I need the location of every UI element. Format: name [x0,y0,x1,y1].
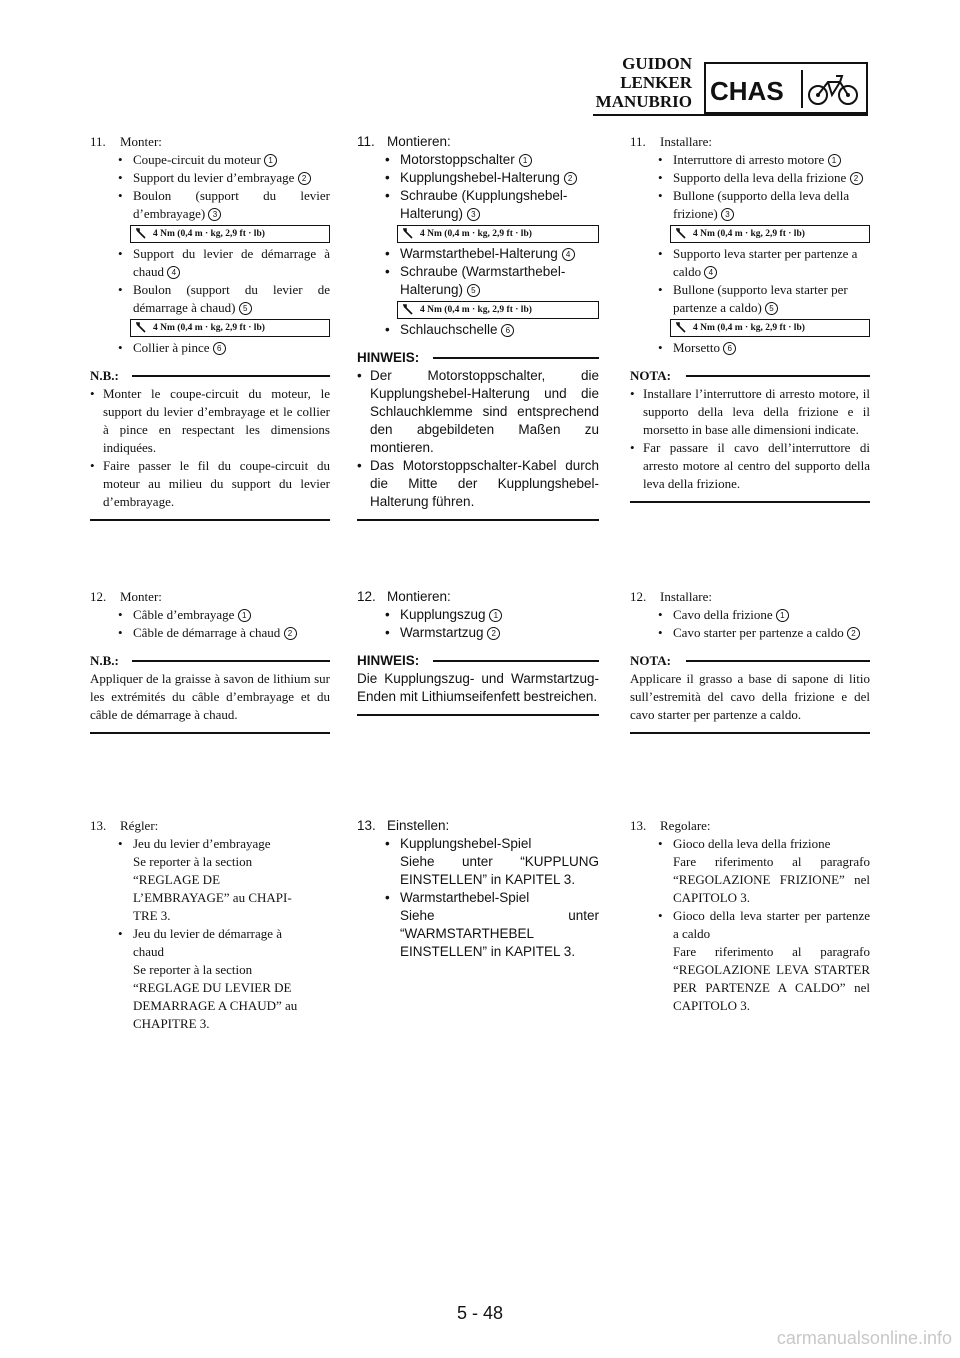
list-item: • Supporto della leva della frizione 2 [630,169,870,187]
list-item: • Supporto leva starter per partenze a caldo 4 [630,245,870,281]
list-item: • Cavo della frizione 1 [630,606,870,624]
list-item: • Schlauchschelle 6 [357,321,599,339]
note-header: HINWEIS: [357,652,599,670]
wrench-icon [402,304,414,316]
de-step-13: 13. Einstellen: • Kupplungshebel-Spiel Siehe unter “KUPPLUNG EINSTELLEN” in KAPITEL 3. • Warmstarthebel-Spiel Siehe unter “WARMSTARTHEBEL EINSTELLEN” in KAPITEL 3. [357,817,599,961]
list-item: • Gioco della leva starter per partenze a caldo [630,907,870,943]
header-rule [593,114,868,116]
wrench-icon [135,228,147,240]
torque-spec: 4 Nm (0,4 m · kg, 2,9 ft · lb) [130,225,330,243]
note-end-rule [357,714,599,716]
note-end-rule [90,732,330,734]
note-header: NOTA: [630,367,870,385]
list-item: • Kupplungshebel-Spiel [357,835,599,853]
list-item: • Morsetto 6 [630,339,870,357]
list-item: • Schraube (Kupplungshebel-Halterung) 3 [357,187,599,223]
motorcycle-icon [796,68,864,110]
list-item: • Support du levier de démarrage à chaud 4 [90,245,330,281]
it-step-11: 11. Installare: • Interruttore di arresto motore 1 • Supporto della leva della frizione 2 • Bullone (supporto della leva della frizione) 3 4 Nm (0,4 m · kg, 2,9 ft · lb) • Supporto leva starter per partenze a caldo 4 • Bullone (supporto leva starter per partenze a caldo) 5 4 Nm (0,4 m · kg, 2,9 ft · lb) • Morsetto 6 NOTA: • Installare l’interruttore di arresto motore, il supporto della leva della frizione e il morsetto in base alle dimensioni indicate. • Far passare il cavo dell’interruttore di arresto motore al centro del supporto della leva della frizione. [630,133,870,503]
note-item: • Monter le coupe-circuit du moteur, le support du levier d’embrayage et le collier à pince en respectant les dimensions indiquées. [90,385,330,457]
list-item: • Bullone (supporto leva starter per partenze a caldo) 5 [630,281,870,317]
note-end-rule [90,519,330,521]
list-item: • Interruttore di arresto motore 1 [630,151,870,169]
note-text: Applicare il grasso a base di sapone di litio sull’estremità del cavo della frizione e del cavo starter per partenze a caldo. [630,671,870,722]
section-code: CHAS [710,76,784,106]
list-item: • Câble de démarrage à chaud 2 [90,624,330,642]
list-item: • Cavo starter per partenze a caldo 2 [630,624,870,642]
list-item: • Boulon (support du levier de démarrage à chaud) 5 [90,281,330,317]
fr-step-11: 11. Monter: • Coupe-circuit du moteur 1 • Support du levier d’embrayage 2 • Boulon (support du levier d’embrayage) 3 4 Nm (0,4 m · kg, 2,9 ft · lb) • Support du levier de démarrage à chaud 4 • Boulon (support du levier de démarrage à chaud) 5 4 Nm (0,4 m · kg, 2,9 ft · lb) • Collier à pince 6 N.B.: • Monter le coupe-circuit du moteur, le support du levier d’embrayage et le collier à pince en respectant les dimensions indiquées. • Faire passer le fil du coupe-circuit du moteur au milieu du support du levier d’embrayage. [90,133,330,521]
watermark: carmanualsonline.info [776,1328,952,1348]
note-item: • Das Motorstoppschalter-Kabel durch die Mitte der Kupplungshebel-Halterung führen. [357,457,599,511]
de-step-12: 12. Montieren: • Kupplungszug 1 • Warmstartzug 2 HINWEIS: Die Kupplungszug- und Warmstartzug-Enden mit Lithiumseifenfett bestreichen. [357,588,599,716]
torque-spec: 4 Nm (0,4 m · kg, 2,9 ft · lb) [670,225,870,243]
note-item: • Installare l’interruttore di arresto motore, il supporto della leva della frizione e il morsetto in base alle dimensioni indicate. [630,385,870,439]
list-item: • Warmstarthebel-Halterung 4 [357,245,599,263]
title-it: MANUBRIO [595,92,692,111]
torque-spec: 4 Nm (0,4 m · kg, 2,9 ft · lb) [130,319,330,337]
title-fr: GUIDON [622,54,692,73]
list-item: • Câble d’embrayage 1 [90,606,330,624]
note-header: N.B.: [90,367,330,385]
list-item: • Kupplungshebel-Halterung 2 [357,169,599,187]
list-item: • Warmstartzug 2 [357,624,599,642]
note-item: • Faire passer le fil du coupe-circuit du moteur au milieu du support du levier d’embrayage. [90,457,330,511]
note-end-rule [630,501,870,503]
title-de: LENKER [620,73,692,92]
list-item: • Support du levier d’embrayage 2 [90,169,330,187]
list-item: • Motorstoppschalter 1 [357,151,599,169]
torque-spec: 4 Nm (0,4 m · kg, 2,9 ft · lb) [397,301,599,319]
section-titles [596,54,692,111]
fr-step-12: 12. Monter: • Câble d’embrayage 1 • Câble de démarrage à chaud 2 N.B.: Appliquer de la graisse à savon de lithium sur les extrémités du câble d’embrayage et du câble de démarrage à chaud. [90,588,330,734]
list-item: • Schraube (Warmstarthebel-Halterung) 5 [357,263,599,299]
page-number: 5 - 48 [456,1303,504,1323]
list-item: • Gioco della leva della frizione [630,835,870,853]
list-item: • Jeu du levier de démarrage à [90,925,330,943]
torque-spec: 4 Nm (0,4 m · kg, 2,9 ft · lb) [670,319,870,337]
de-step-11: 11. Montieren: • Motorstoppschalter 1 • Kupplungshebel-Halterung 2 • Schraube (Kupplungshebel-Halterung) 3 4 Nm (0,4 m · kg, 2,9 ft · lb) • Warmstarthebel-Halterung 4 • Schraube (Warmstarthebel-Halterung) 5 4 Nm (0,4 m · kg, 2,9 ft · lb) • Schlauchschelle 6 HINWEIS: • Der Motorstoppschalter, die Kupplungshebel-Halterung und die Schlauchklemme sind entsprechend den abgebildeten Maßen zu montieren. • Das Motorstoppschalter-Kabel durch die Mitte der Kupplungshebel-Halterung führen. [357,133,599,521]
list-item: • Collier à pince 6 [90,339,330,357]
it-step-12: 12. Installare: • Cavo della frizione 1 • Cavo starter per partenze a caldo 2 NOTA: Applicare il grasso a base di sapone di litio sull’estremità del cavo della frizione e del cavo starter per partenze a caldo. [630,588,870,734]
fr-step-13: 13. Régler: • Jeu du levier d’embrayage Se reporter à la section “REGLAGE DE L’EMBRAYAGE” au CHAPI- TRE 3. • Jeu du levier de démarrage à chaud Se reporter à la section “REGLAGE DU LEVIER DE DEMARRAGE A CHAUD” au CHAPITRE 3. [90,817,330,1033]
torque-spec: 4 Nm (0,4 m · kg, 2,9 ft · lb) [397,225,599,243]
note-text: Die Kupplungszug- und Warmstartzug-Enden mit Lithiumseifenfett bestreichen. [357,671,599,704]
note-end-rule [630,732,870,734]
list-item: • Coupe-circuit du moteur 1 [90,151,330,169]
wrench-icon [402,228,414,240]
list-item: • Boulon (support du levier d’embrayage) 3 [90,187,330,223]
note-item: • Der Motorstoppschalter, die Kupplungshebel-Halterung und die Schlauchklemme sind entsprechend den abgebildeten Maßen zu montieren. [357,367,599,457]
list-item: • Warmstarthebel-Spiel [357,889,599,907]
it-step-13: 13. Regolare: • Gioco della leva della frizione Fare riferimento al paragrafo “REGOLAZIONE FRIZIONE” nel CAPITOLO 3. • Gioco della leva starter per partenze a caldo Fare riferimento al paragrafo “REGOLAZIONE LEVA STARTER PER PARTENZE A CALDO” nel CAPITOLO 3. [630,817,870,1015]
note-text: Appliquer de la graisse à savon de lithium sur les extrémités du câble d’embrayage et du câble de démarrage à chaud. [90,671,330,722]
note-header: HINWEIS: [357,349,599,367]
note-header: NOTA: [630,652,870,670]
list-item: • Bullone (supporto della leva della frizione) 3 [630,187,870,223]
wrench-icon [675,228,687,240]
note-item: • Far passare il cavo dell’interruttore di arresto motore al centro del supporto della leva della frizione. [630,439,870,493]
list-item: • Jeu du levier d’embrayage [90,835,330,853]
wrench-icon [675,322,687,334]
wrench-icon [135,322,147,334]
note-header: N.B.: [90,652,330,670]
list-item: • Kupplungszug 1 [357,606,599,624]
note-end-rule [357,519,599,521]
